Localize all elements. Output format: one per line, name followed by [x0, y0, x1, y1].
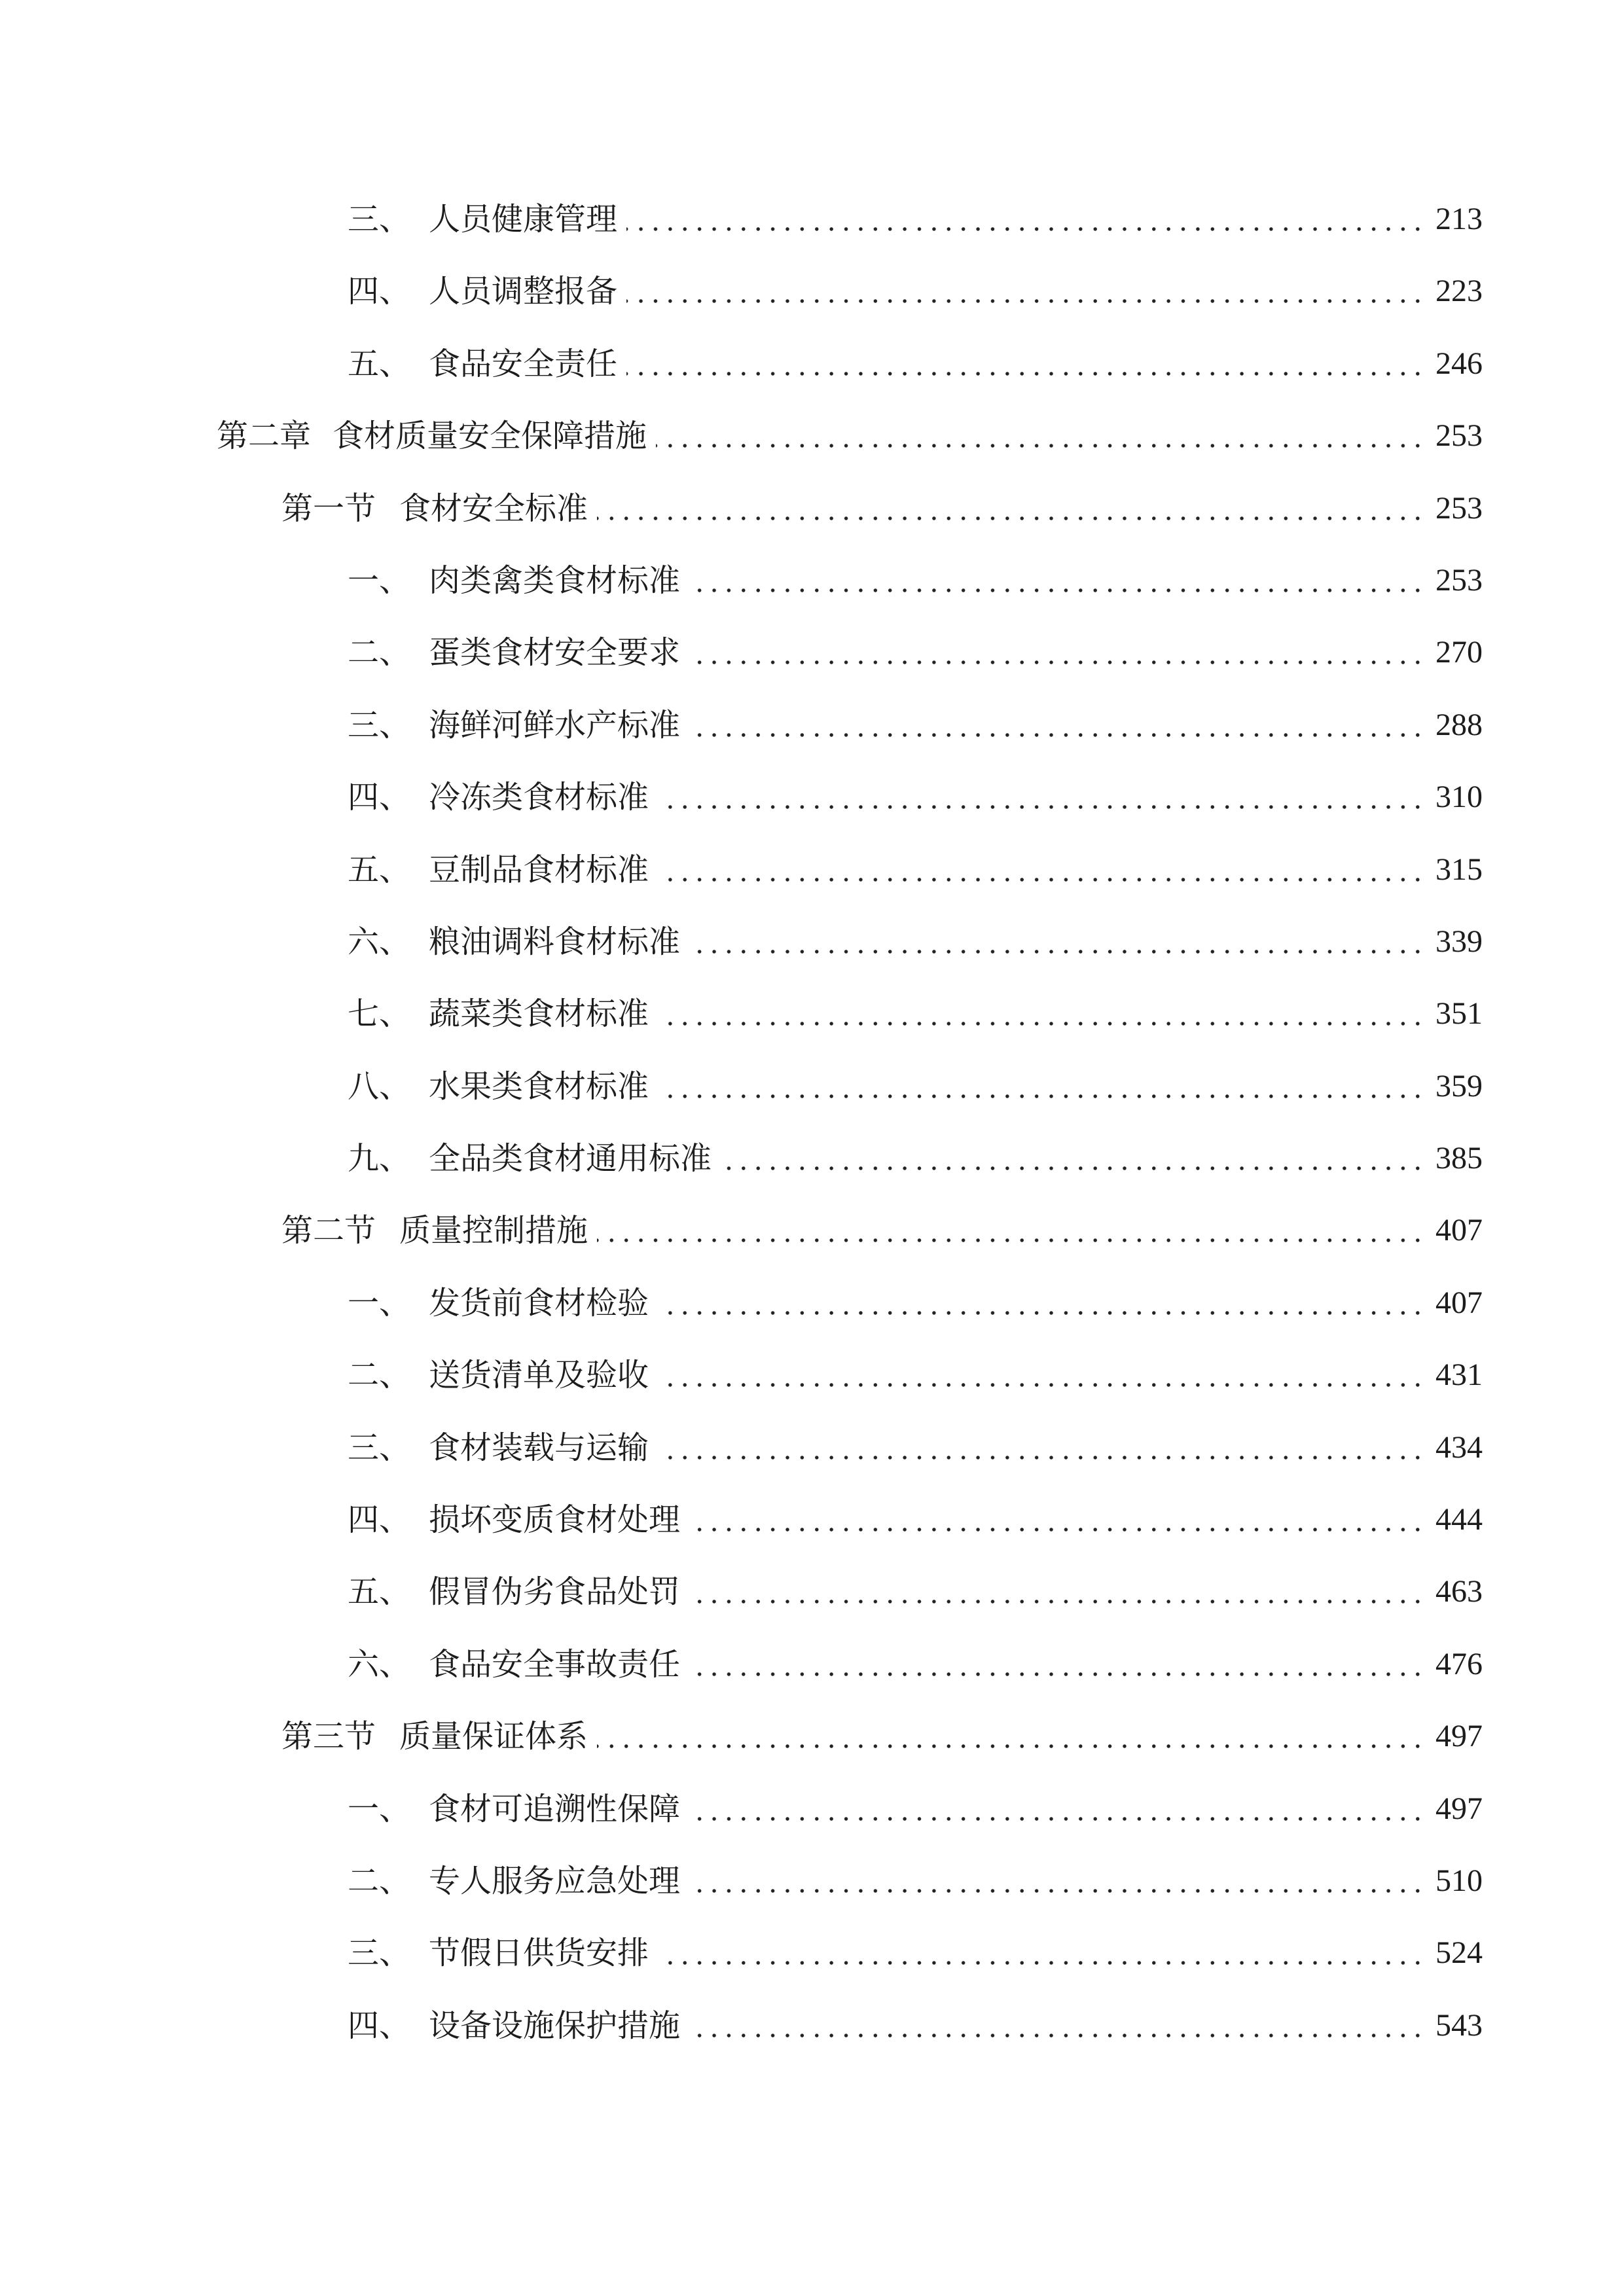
toc-item — [0, 1572, 1624, 1644]
toc-item-title: 食材装载与运输 — [429, 1429, 649, 1466]
toc-item-title: 粮油调料食材标准 — [429, 923, 681, 960]
toc-item-title: 全品类食材通用标准 — [429, 1140, 712, 1177]
toc-item-title: 肉类禽类食材标准 — [429, 562, 681, 599]
toc-item-number: 二、 — [348, 1862, 411, 1899]
toc-item — [0, 1355, 1624, 1427]
toc-item-number: 四、 — [348, 779, 411, 816]
toc-item — [0, 850, 1624, 922]
dot-leader — [689, 1672, 1425, 1677]
toc-item-title: 海鲜河鲜水产标准 — [429, 706, 681, 744]
toc-section — [0, 489, 1624, 561]
toc-item-page: 359 — [1435, 1068, 1483, 1103]
toc-item — [0, 1428, 1624, 1500]
toc-item-number: 一、 — [348, 1790, 411, 1827]
toc-item — [0, 200, 1624, 272]
toc-item-title: 发货前食材检验 — [429, 1284, 649, 1321]
toc-item-title: 蛋类食材安全要求 — [429, 634, 681, 672]
toc-item-number: 七、 — [348, 996, 411, 1033]
toc-item-title: 蔬菜类食材标准 — [429, 996, 649, 1033]
toc-item — [0, 1645, 1624, 1717]
table-of-contents — [0, 200, 1624, 2078]
toc-item-title: 冷冻类食材标准 — [429, 779, 649, 816]
toc-item — [0, 1861, 1624, 1933]
toc-item — [0, 1933, 1624, 2005]
dot-leader — [626, 371, 1425, 376]
dot-leader — [626, 298, 1425, 304]
toc-item-number: 八、 — [348, 1067, 411, 1105]
toc-item-page: 339 — [1435, 924, 1483, 959]
toc-item-title: 节假日供货安排 — [429, 1935, 649, 1972]
toc-item-page: 253 — [1435, 562, 1483, 598]
toc-item-page: 270 — [1435, 635, 1483, 670]
toc-chapter-page: 253 — [1435, 418, 1483, 454]
toc-item — [0, 633, 1624, 705]
toc-chapter-title: 食材质量安全保障措施 — [333, 418, 647, 455]
toc-item-number: 五、 — [348, 1573, 411, 1611]
dot-leader — [689, 660, 1425, 665]
toc-section-title: 质量控制措施 — [399, 1212, 588, 1249]
toc-item-page: 310 — [1435, 780, 1483, 815]
toc-section — [0, 1211, 1624, 1283]
dot-leader — [689, 732, 1425, 738]
toc-section-title: 质量保证体系 — [399, 1718, 588, 1755]
toc-item-number: 五、 — [348, 851, 411, 888]
dot-leader — [689, 588, 1425, 593]
toc-item-page: 476 — [1435, 1646, 1483, 1681]
dot-leader — [597, 516, 1425, 521]
toc-item-page: 385 — [1435, 1141, 1483, 1176]
toc-item-number: 三、 — [348, 1935, 411, 1972]
dot-leader — [656, 443, 1425, 448]
dot-leader — [658, 1455, 1425, 1460]
toc-section-number: 第一节 — [281, 490, 376, 527]
toc-item — [0, 344, 1624, 416]
toc-item-title: 豆制品食材标准 — [429, 851, 649, 888]
toc-item — [0, 272, 1624, 344]
toc-item-number: 二、 — [348, 1357, 411, 1394]
toc-item — [0, 778, 1624, 850]
dot-leader — [689, 2033, 1425, 2038]
dot-leader — [658, 1310, 1425, 1316]
toc-item — [0, 706, 1624, 778]
toc-item-number: 三、 — [348, 201, 411, 238]
toc-item-title: 专人服务应急处理 — [429, 1862, 681, 1899]
toc-item-title: 假冒伪劣食品处罚 — [429, 1573, 681, 1611]
toc-item-title: 食品安全责任 — [429, 345, 618, 382]
toc-item-number: 九、 — [348, 1140, 411, 1177]
toc-item-page: 351 — [1435, 996, 1483, 1031]
dot-leader — [597, 1744, 1425, 1749]
toc-item-number: 三、 — [348, 706, 411, 744]
toc-item-page: 246 — [1435, 346, 1483, 381]
toc-section-number: 第三节 — [281, 1718, 376, 1755]
toc-item-page: 444 — [1435, 1502, 1483, 1537]
toc-section-page: 497 — [1435, 1719, 1483, 1754]
toc-item-page: 434 — [1435, 1429, 1483, 1465]
dot-leader — [689, 1816, 1425, 1821]
dot-leader — [689, 1888, 1425, 1893]
toc-item — [0, 1789, 1624, 1861]
toc-item-title: 水果类食材标准 — [429, 1067, 649, 1105]
dot-leader — [658, 1382, 1425, 1388]
dot-leader — [658, 804, 1425, 810]
toc-section-title: 食材安全标准 — [399, 490, 588, 527]
toc-section-page: 407 — [1435, 1213, 1483, 1248]
dot-leader — [689, 949, 1425, 954]
toc-section-page: 253 — [1435, 490, 1483, 526]
toc-chapter-number: 第二章 — [217, 418, 312, 455]
toc-item-number: 二、 — [348, 634, 411, 672]
dot-leader — [658, 1094, 1425, 1099]
toc-item-number: 三、 — [348, 1429, 411, 1466]
toc-item — [0, 1283, 1624, 1355]
toc-item-title: 送货清单及验收 — [429, 1357, 649, 1394]
toc-item-page: 463 — [1435, 1574, 1483, 1609]
toc-item-page: 431 — [1435, 1357, 1483, 1393]
dot-leader — [689, 1599, 1425, 1604]
toc-item-number: 六、 — [348, 923, 411, 960]
toc-item-title: 人员调整报备 — [429, 273, 618, 310]
toc-item — [0, 922, 1624, 994]
dot-leader — [689, 1527, 1425, 1532]
toc-item-number: 四、 — [348, 1501, 411, 1539]
toc-item — [0, 994, 1624, 1066]
dot-leader — [658, 1021, 1425, 1026]
toc-item-title: 损坏变质食材处理 — [429, 1501, 681, 1539]
dot-leader — [721, 1166, 1425, 1171]
toc-item-number: 四、 — [348, 2007, 411, 2044]
dot-leader — [597, 1238, 1425, 1243]
toc-item-page: 497 — [1435, 1791, 1483, 1826]
toc-item-page: 543 — [1435, 2007, 1483, 2043]
toc-item-page: 223 — [1435, 274, 1483, 309]
toc-item-page: 510 — [1435, 1863, 1483, 1898]
toc-item-page: 315 — [1435, 852, 1483, 887]
dot-leader — [658, 877, 1425, 882]
toc-item — [0, 1500, 1624, 1572]
toc-item-title: 设备设施保护措施 — [429, 2007, 681, 2044]
toc-item-title: 人员健康管理 — [429, 201, 618, 238]
toc-item-title: 食品安全事故责任 — [429, 1645, 681, 1683]
toc-item-title: 食材可追溯性保障 — [429, 1790, 681, 1827]
toc-chapter — [0, 416, 1624, 488]
dot-leader — [658, 1960, 1425, 1965]
toc-item-page: 407 — [1435, 1285, 1483, 1320]
toc-item-number: 一、 — [348, 562, 411, 599]
toc-item-number: 四、 — [348, 273, 411, 310]
toc-item — [0, 1067, 1624, 1139]
toc-item — [0, 2006, 1624, 2078]
toc-item — [0, 561, 1624, 633]
toc-item-page: 524 — [1435, 1935, 1483, 1971]
toc-section — [0, 1717, 1624, 1789]
toc-section-number: 第二节 — [281, 1212, 376, 1249]
toc-item-number: 六、 — [348, 1645, 411, 1683]
dot-leader — [626, 226, 1425, 232]
toc-item-page: 288 — [1435, 707, 1483, 742]
toc-item-page: 213 — [1435, 202, 1483, 236]
toc-item — [0, 1139, 1624, 1211]
toc-item-number: 一、 — [348, 1284, 411, 1321]
toc-item-number: 五、 — [348, 345, 411, 382]
